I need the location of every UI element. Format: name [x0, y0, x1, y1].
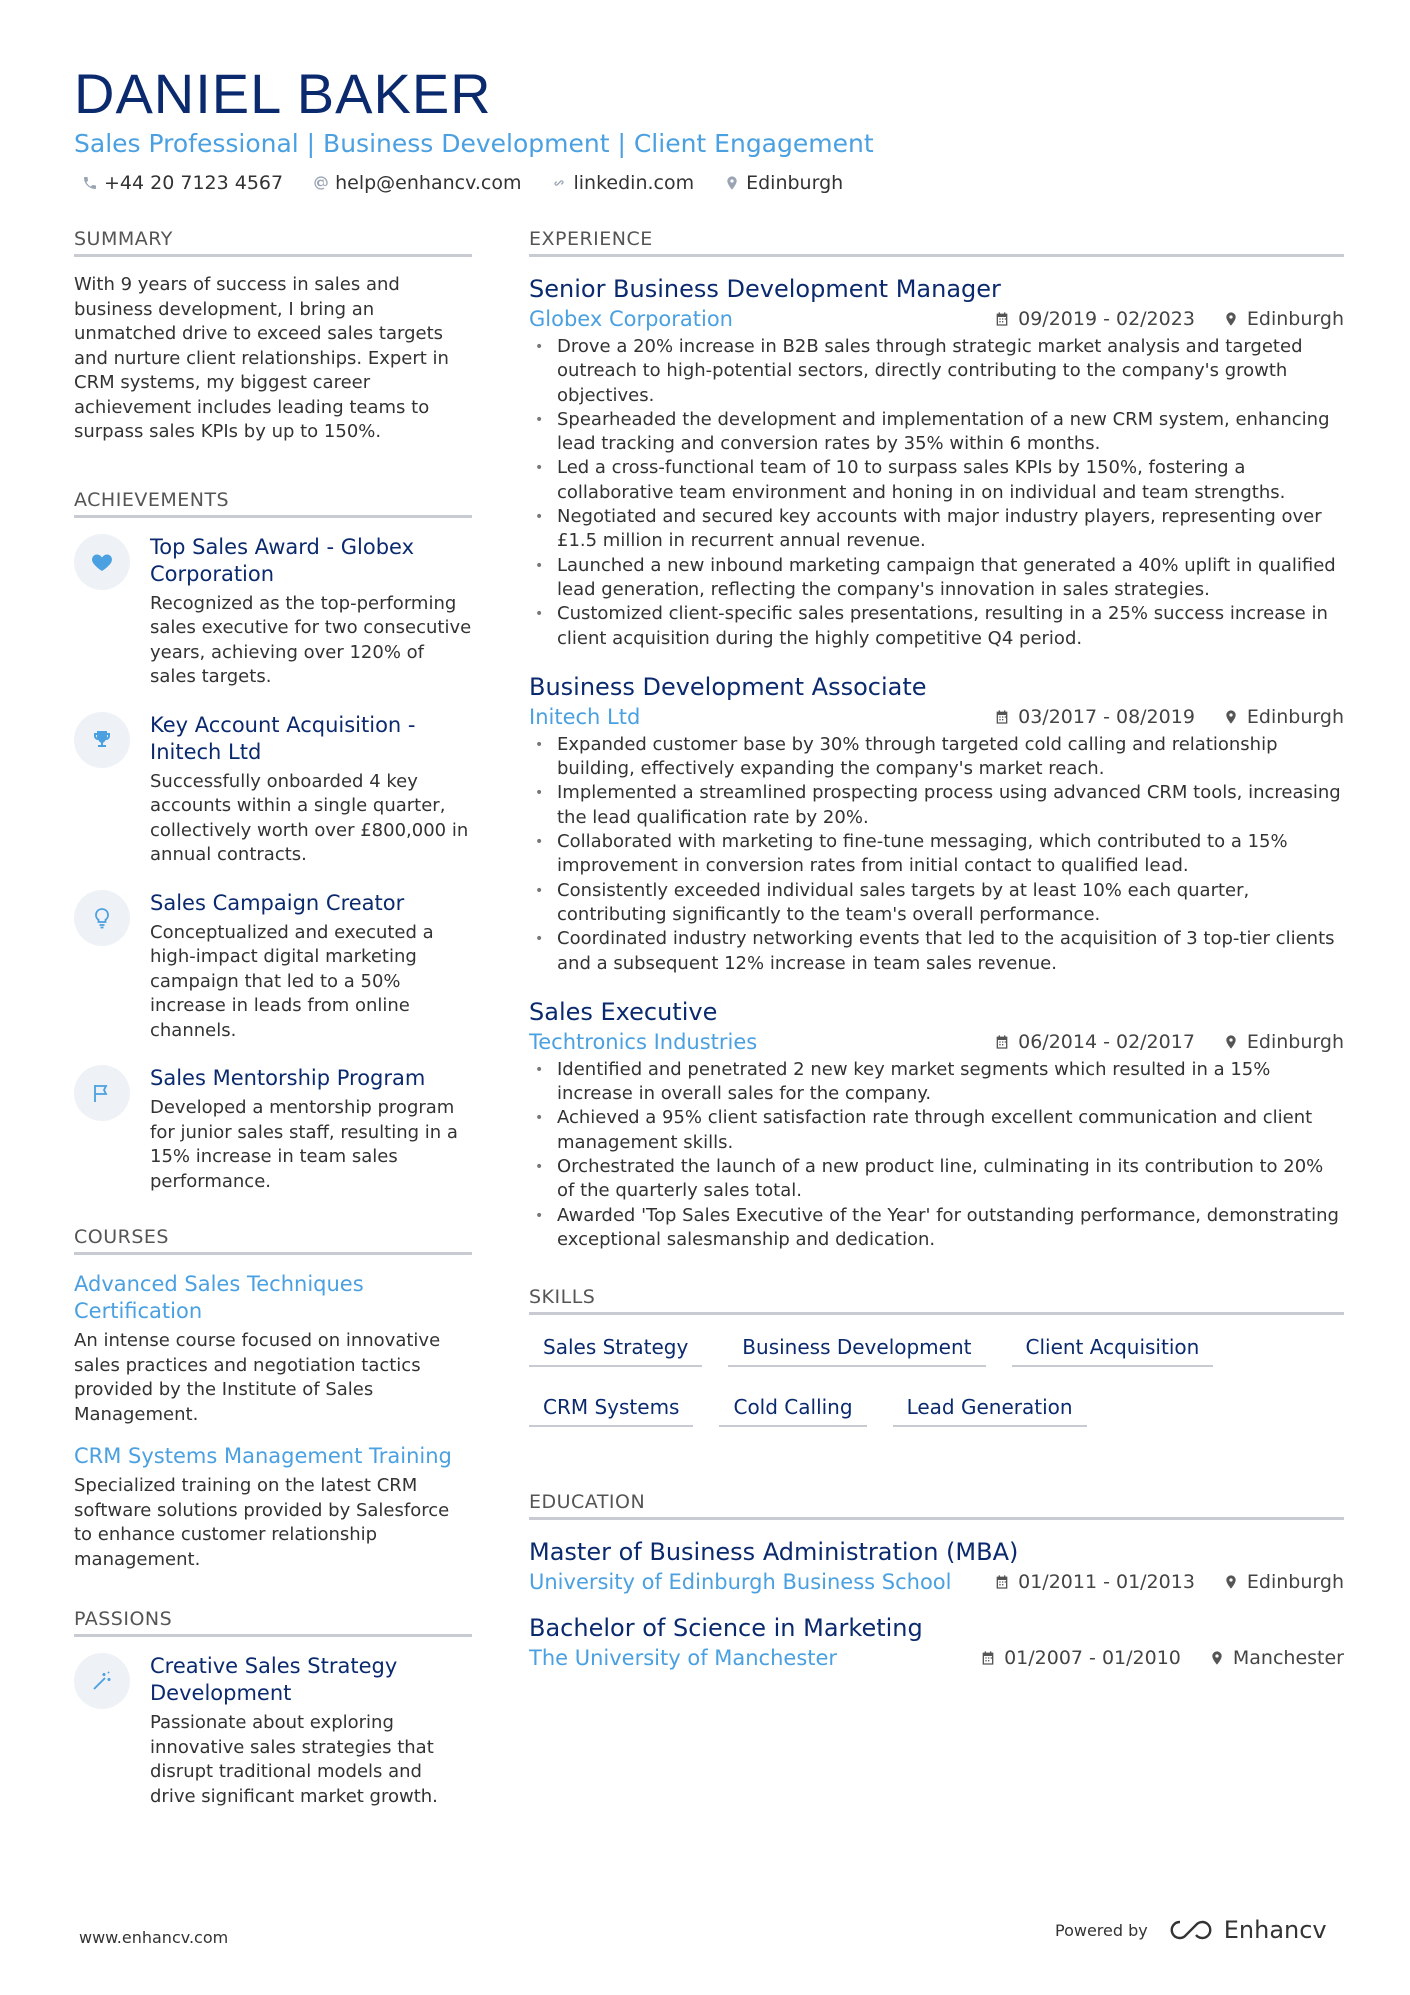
- education-location: Manchester: [1232, 1647, 1344, 1670]
- job-bullet: • Spearheaded the development and implementation of a new CRM system, enhancing lead tracking and conversion rates by 35% within 6 months.: [529, 408, 1344, 457]
- heart-icon: [74, 534, 130, 590]
- experience-section: [529, 228, 1344, 1252]
- brand-logo[interactable]: [1168, 1916, 1327, 1944]
- job-bullet: • Orchestrated the launch of a new product line, culminating in its contribution to 20% of the quarterly sales total.: [529, 1155, 1344, 1204]
- job-entry: [529, 273, 1344, 651]
- company-name: Globex Corporation: [529, 307, 733, 331]
- at-icon: [313, 175, 329, 191]
- job-bullets: [529, 733, 1344, 976]
- experience-heading: EXPERIENCE: [529, 228, 1344, 257]
- job-meta: [529, 1030, 1344, 1054]
- job-bullet: • Drove a 20% increase in B2B sales through strategic market analysis and targeted outreach to high-potential sectors, directly contributing to the company's growth objectives.: [529, 335, 1344, 408]
- map-pin-icon: [1223, 1574, 1239, 1590]
- job-bullet: • Achieved a 95% client satisfaction rate through excellent communication and client management skills.: [529, 1106, 1344, 1155]
- company-name: Techtronics Industries: [529, 1029, 758, 1054]
- achievement-item: [74, 712, 472, 868]
- phone-text: +44 20 7123 4567: [104, 172, 284, 194]
- job-bullet: • Identified and penetrated 2 new key market segments which resulted in a 15% increase in overall sales for the company.: [529, 1058, 1344, 1107]
- course-title: CRM Systems Management Training: [74, 1444, 452, 1468]
- job-bullet: • Coordinated industry networking events that led to the acquisition of 3 top-tier clients and a subsequent 12% increase in team sales revenue.: [529, 927, 1344, 976]
- job-entry: [529, 671, 1344, 976]
- skills-list: [529, 1331, 1344, 1427]
- map-pin-icon: [1223, 1034, 1239, 1050]
- degree-title: Bachelor of Science in Marketing: [529, 1614, 923, 1643]
- education-dates: 01/2011 - 01/2013: [1018, 1571, 1195, 1594]
- passions-heading: PASSIONS: [74, 1608, 472, 1637]
- email-text: help@enhancv.com: [335, 172, 522, 194]
- passions-section: [74, 1608, 472, 1809]
- courses-section: [74, 1226, 472, 1572]
- contact-bar: [74, 172, 1344, 194]
- magic-wand-icon: [74, 1653, 130, 1709]
- skill-tag: CRM Systems: [529, 1391, 693, 1427]
- course-desc: Specialized training on the latest CRM software solutions provided by Salesforce to enhance customer relationship management.: [74, 1475, 450, 1570]
- degree-title: Master of Business Administration (MBA): [529, 1538, 1019, 1567]
- job-bullet: • Expanded customer base by 30% through targeted cold calling and relationship building, effectively expanding the company's market reach.: [529, 733, 1344, 782]
- job-meta: [529, 705, 1344, 729]
- education-heading: EDUCATION: [529, 1491, 1344, 1520]
- job-location: Edinburgh: [1246, 1030, 1344, 1053]
- achievement-title: Top Sales Award - Globex Corporation: [150, 534, 415, 586]
- phone-icon: [82, 175, 98, 191]
- contact-phone[interactable]: [82, 172, 283, 194]
- skill-tag: Sales Strategy: [529, 1331, 702, 1367]
- resume-header: [74, 62, 1344, 194]
- courses-heading: COURSES: [74, 1226, 472, 1255]
- course-item: [74, 1443, 472, 1572]
- job-bullet: • Awarded 'Top Sales Executive of the Year' for outstanding performance, demonstrating exceptional salesmanship and dedication.: [529, 1204, 1344, 1253]
- contact-email[interactable]: [313, 172, 521, 194]
- flag-icon: [74, 1065, 130, 1121]
- achievement-title: Sales Campaign Creator: [150, 890, 405, 915]
- passion-desc: Passionate about exploring innovative sales strategies that disrupt traditional models and drive significant market growth.: [150, 1712, 438, 1807]
- job-dates: 09/2019 - 02/2023: [1018, 308, 1195, 330]
- candidate-tagline: Sales Professional | Business Development | Client Engagement: [74, 129, 874, 158]
- footer-website[interactable]: www.enhancv.com: [79, 1928, 229, 1947]
- achievements-section: [74, 489, 472, 1195]
- passion-item: [74, 1653, 472, 1809]
- achievement-desc: Successfully onboarded 4 key accounts within a single quarter, collectively worth over £800,000 in annual contracts.: [150, 770, 469, 865]
- education-section: [529, 1491, 1344, 1670]
- achievement-desc: Developed a mentorship program for junior sales staff, resulting in a 15% increase in team sales performance.: [150, 1097, 458, 1192]
- education-entry: [529, 1612, 1344, 1670]
- job-bullet: • Led a cross-functional team of 10 to surpass sales KPIs by 150%, fostering a collaborative team environment and honing in on individual and team strengths.: [529, 456, 1344, 505]
- job-title: Senior Business Development Manager: [529, 275, 1001, 303]
- calendar-icon: [994, 709, 1010, 725]
- summary-heading: SUMMARY: [74, 228, 472, 257]
- job-location: Edinburgh: [1246, 705, 1344, 728]
- achievement-item: [74, 534, 472, 690]
- summary-section: [74, 228, 472, 445]
- school-name: The University of Manchester: [529, 1646, 838, 1671]
- location-text: Edinburgh: [746, 172, 844, 194]
- job-location: Edinburgh: [1246, 308, 1344, 330]
- skill-tag: Lead Generation: [893, 1391, 1087, 1427]
- job-meta: [529, 307, 1344, 331]
- course-desc: An intense course focused on innovative sales practices and negotiation tactics provided by the Institute of Sales Management.: [74, 1330, 441, 1425]
- skill-tag: Cold Calling: [719, 1391, 866, 1427]
- map-pin-icon: [1223, 709, 1239, 725]
- trophy-icon: [74, 712, 130, 768]
- contact-linkedin[interactable]: [551, 172, 694, 194]
- job-bullet: • Customized client-specific sales presentations, resulting in a 25% success increase in client acquisition during the highly competitive Q4 period.: [529, 602, 1344, 651]
- right-column: [529, 228, 1344, 1688]
- job-dates: 03/2017 - 08/2019: [1018, 705, 1195, 728]
- job-dates: 06/2014 - 02/2017: [1018, 1030, 1195, 1053]
- job-bullet: • Launched a new inbound marketing campaign that generated a 40% uplift in qualified lead generation, reflecting the company's innovation in sales strategies.: [529, 554, 1344, 603]
- calendar-icon: [980, 1650, 996, 1666]
- achievement-title: Key Account Acquisition - Initech Ltd: [150, 712, 416, 764]
- summary-text: With 9 years of success in sales and business development, I bring an unmatched drive to exceed sales targets and nurture client relationships. Expert in CRM systems, my biggest career achievement includes leading teams to surpass sales KPIs by up to 150%.: [74, 274, 449, 442]
- map-pin-icon: [1223, 311, 1239, 327]
- achievement-desc: Conceptualized and executed a high-impact digital marketing campaign that led to a 50% increase in leads from online channels.: [150, 921, 434, 1041]
- achievement-desc: Recognized as the top-performing sales executive for two consecutive years, achieving over 120% of sales targets.: [150, 592, 472, 687]
- job-bullets: [529, 1058, 1344, 1252]
- job-bullet: • Negotiated and secured key accounts with major industry players, representing over £1.5 million in recurrent annual revenue.: [529, 505, 1344, 554]
- brand-name: Enhancv: [1223, 1916, 1327, 1944]
- education-location: Edinburgh: [1246, 1571, 1344, 1594]
- education-entry: [529, 1536, 1344, 1594]
- candidate-name: DANIEL BAKER: [74, 62, 492, 125]
- map-pin-icon: [1209, 1650, 1225, 1666]
- left-column: [74, 228, 472, 1831]
- job-title: Sales Executive: [529, 997, 718, 1026]
- skills-heading: SKILLS: [529, 1286, 1344, 1315]
- job-bullet: • Consistently exceeded individual sales targets by at least 10% each quarter, contributing significantly to the team's overall performance.: [529, 879, 1344, 928]
- education-dates: 01/2007 - 01/2010: [1004, 1647, 1181, 1670]
- calendar-icon: [994, 311, 1010, 327]
- calendar-icon: [994, 1034, 1010, 1050]
- achievement-title: Sales Mentorship Program: [150, 1066, 426, 1090]
- job-entry: [529, 996, 1344, 1252]
- skill-tag: Business Development: [728, 1331, 985, 1367]
- achievements-heading: ACHIEVEMENTS: [74, 489, 472, 518]
- linkedin-text: linkedin.com: [573, 172, 695, 194]
- job-bullet: • Implemented a streamlined prospecting process using advanced CRM tools, increasing the lead qualification rate by 20%.: [529, 781, 1344, 830]
- passion-title: Creative Sales Strategy Development: [150, 1654, 398, 1705]
- job-bullets: [529, 335, 1344, 651]
- footer-branding: [1055, 1916, 1327, 1944]
- calendar-icon: [994, 1574, 1010, 1590]
- map-pin-icon: [724, 175, 740, 191]
- job-bullet: • Collaborated with marketing to fine-tune messaging, which contributed to a 15% improvement in conversion rates from initial contact to qualified lead.: [529, 830, 1344, 879]
- lightbulb-icon: [74, 890, 130, 946]
- achievement-item: [74, 890, 472, 1044]
- company-name: Initech Ltd: [529, 704, 641, 729]
- course-item: [74, 1271, 472, 1427]
- contact-location: [724, 172, 843, 194]
- enhancv-logo-icon: [1168, 1918, 1214, 1942]
- link-icon: [551, 175, 567, 191]
- skill-tag: Client Acquisition: [1012, 1331, 1214, 1367]
- school-name: University of Edinburgh Business School: [529, 1570, 952, 1595]
- skills-section: [529, 1286, 1344, 1427]
- powered-by-text: Powered by: [1055, 1920, 1148, 1940]
- course-title: Advanced Sales Techniques Certification: [74, 1272, 364, 1323]
- achievement-item: [74, 1065, 472, 1194]
- job-title: Business Development Associate: [529, 672, 927, 701]
